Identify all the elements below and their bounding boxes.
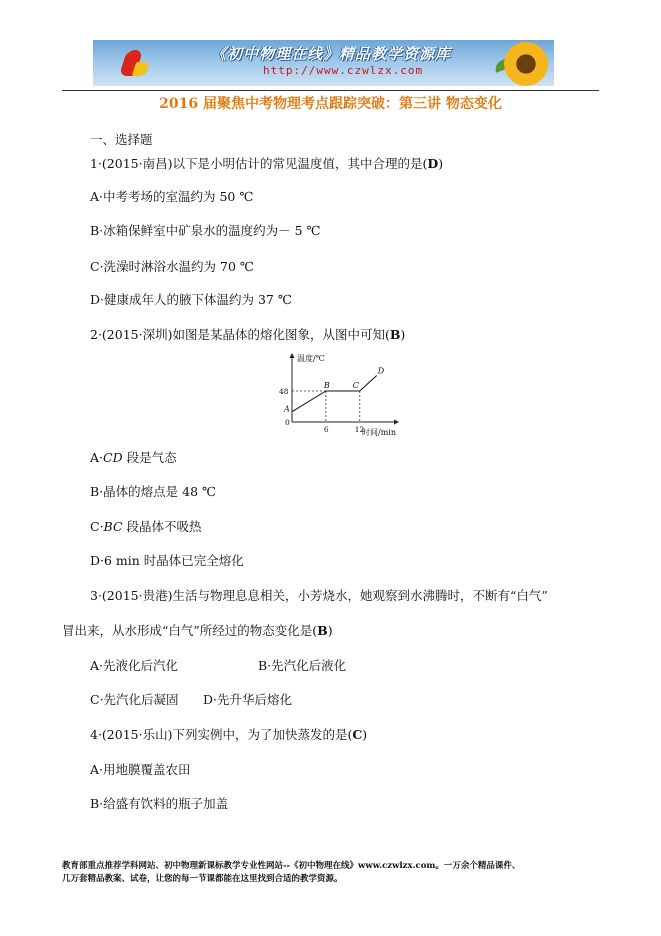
banner-url[interactable]: http://www.czwlzx.com [263, 64, 424, 77]
option-prefix: B·晶体的熔点是 48 ℃ [90, 484, 216, 499]
header-banner [93, 40, 554, 86]
question-number: 3 [90, 588, 98, 603]
point-label-c: C [352, 381, 359, 390]
option-1b: B·冰箱保鲜室中矿泉水的温度约为－ 5 ℃ [90, 223, 321, 238]
question-text: ·(2015·乐山)下列实例中，为了加快蒸发的是( [97, 727, 353, 742]
question-1 [90, 154, 443, 172]
option-3d: D·先升华后熔化 [203, 692, 292, 707]
question-text: 冒出来，从水形成“白气”所经过的物态变化是( [62, 623, 318, 638]
banner-title: 《初中物理在线》精品教学资源库 [211, 45, 452, 63]
sunflower-icon [504, 42, 548, 86]
question-number: 1 [90, 156, 98, 171]
question-close: ) [438, 156, 444, 171]
answer: B [389, 327, 401, 342]
question-2 [90, 325, 405, 343]
y-tick-48: 48 [279, 387, 289, 396]
question-text: ·(2015·深圳)如图是某晶体的熔化图象，从图中可知( [97, 327, 390, 342]
question-4 [90, 725, 367, 743]
x-tick-6: 6 [323, 425, 329, 434]
option-1d: D·健康成年人的腋下体温约为 37 ℃ [90, 292, 292, 307]
option-2c [90, 517, 202, 535]
option-2b [90, 482, 216, 500]
option-prefix: C· [90, 519, 104, 534]
option-3b: B·先汽化后液化 [258, 658, 347, 673]
question-text: ·(2015·贵港)生活与物理息息相关，小芳烧水，她观察到水沸腾时，不断有“白气” [97, 588, 548, 603]
melting-graph [270, 352, 400, 438]
option-prefix: D·6 min 时晶体已完全熔化 [90, 553, 244, 568]
footer-line-1: 教育部重点推荐学科网站、初中物理新课标教学专业性网站--《初中物理在线》www.czwlzx.com。一万余个精品课件、 [62, 861, 521, 871]
option-italic: CD [103, 450, 123, 465]
footer [62, 860, 602, 886]
x-tick-12: 12 [354, 425, 365, 434]
option-1a: A·中考考场的室温约为 50 ℃ [90, 189, 254, 204]
document-title: 2016 届聚焦中考物理考点跟踪突破：第三讲 物态变化 [159, 96, 502, 112]
question-3 [90, 586, 548, 604]
question-number: 4 [90, 727, 98, 742]
question-close: ) [362, 727, 368, 742]
answer: C [352, 727, 363, 742]
question-close: ) [400, 327, 406, 342]
option-3c: C·先汽化后凝固 [90, 692, 179, 707]
y-axis-arrow [290, 353, 295, 358]
question-close: ) [327, 623, 333, 638]
option-4a: A·用地膜覆盖农田 [90, 762, 191, 777]
option-prefix: A· [90, 450, 104, 465]
footer-line-2: 几万套精品教案、试卷，让您的每一节课都能在这里找到合适的教学资源。 [62, 874, 343, 884]
option-3a: A·先液化后汽化 [90, 658, 179, 673]
option-italic: BC [103, 519, 123, 534]
series-line [292, 376, 377, 412]
point-label-b: B [323, 381, 330, 390]
option-4b: B·给盛有饮料的瓶子加盖 [90, 796, 229, 811]
answer: D [427, 156, 439, 171]
point-label-d: D [377, 366, 385, 376]
point-label-a: A [284, 404, 290, 414]
question-3-line2 [62, 621, 333, 639]
y-axis-label: 温度/℃ [297, 354, 325, 363]
header-divider [62, 90, 599, 91]
x-axis-arrow [394, 420, 399, 425]
question-text: ·(2015·南昌)以下是小明估计的常见温度值，其中合理的是( [97, 156, 428, 171]
section-heading: 一、选择题 [90, 132, 153, 147]
option-suffix: 段是气态 [122, 450, 177, 465]
logo-yellow-shape [132, 62, 151, 76]
x-axis-label: 时间/min [362, 428, 396, 437]
origin-label: 0 [285, 418, 290, 427]
answer: B [317, 623, 328, 638]
option-2a [90, 448, 177, 466]
option-suffix: 段晶体不吸热 [122, 519, 202, 534]
option-1c: C·洗澡时淋浴水温约为 70 ℃ [90, 259, 254, 274]
option-2d [90, 551, 244, 569]
question-number: 2 [90, 327, 98, 342]
